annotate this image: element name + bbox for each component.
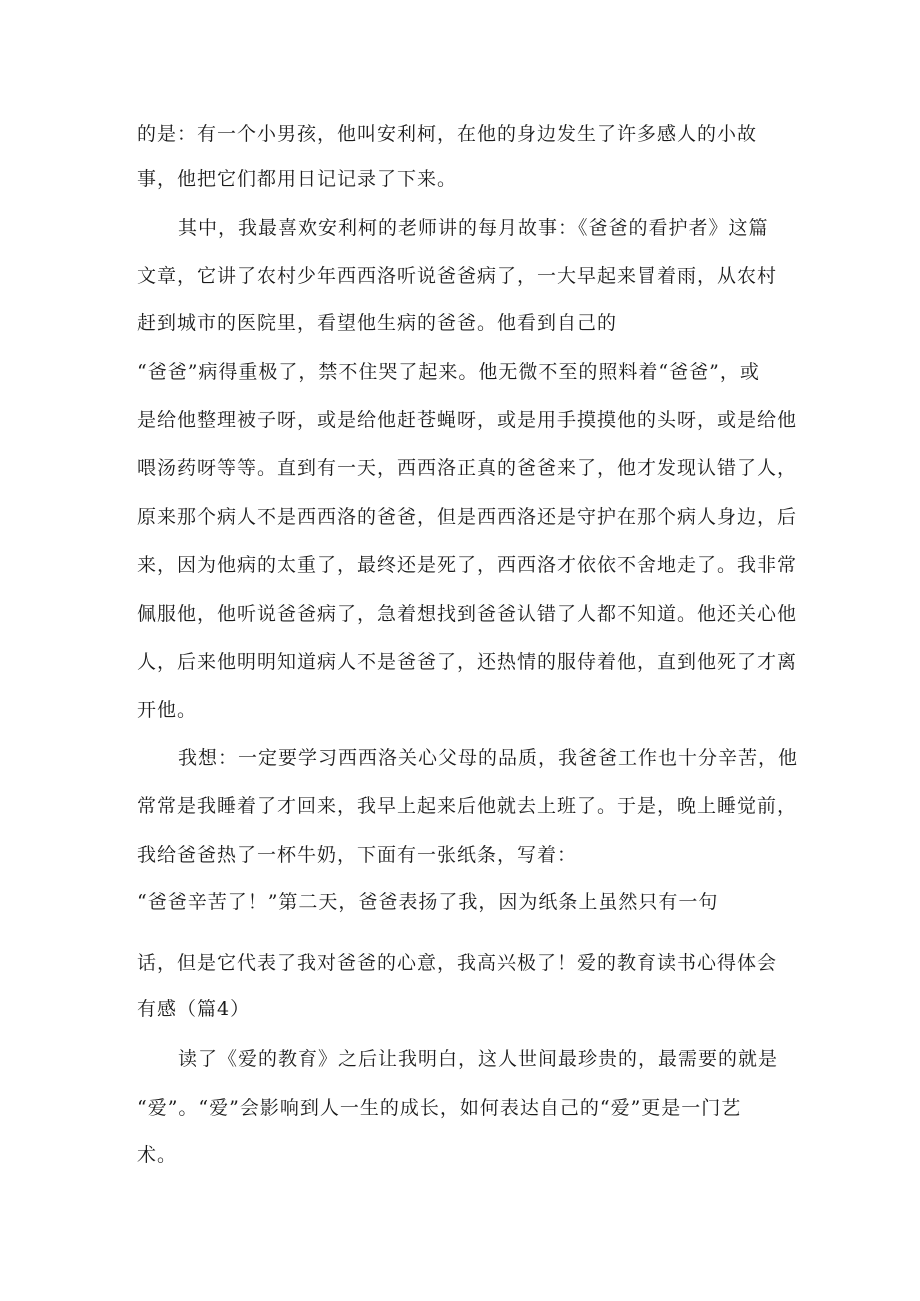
text-line-22: 术。 xyxy=(137,1144,178,1166)
text-line-11: 佩服他，他听说爸爸病了，急着想找到爸爸认错了人都不知道。他还关心他 xyxy=(137,603,798,625)
text-line-12: 人，后来他明明知道病人不是爸爸了，还热情的服侍着他，直到他死了才离 xyxy=(137,651,798,673)
text-line-9: 原来那个病人不是西西洛的爸爸，但是西西洛还是守护在那个病人身边，后 xyxy=(137,506,798,528)
text-line-6: “爸爸”病得重极了，禁不住哭了起来。他无微不至的照料着“爸爸”，或 xyxy=(137,361,760,383)
text-line-5: 赶到城市的医院里，看望他生病的爸爸。他看到自己的 xyxy=(137,312,618,334)
text-line-1: 的是：有一个小男孩，他叫安利柯，在他的身边发生了许多感人的小故 xyxy=(137,123,758,145)
text-line-18: 话，但是它代表了我对爸爸的心意，我高兴极了！爱的教育读书心得体会 xyxy=(137,952,778,974)
text-line-14: 我想：一定要学习西西洛关心父母的品质，我爸爸工作也十分辛苦，他 xyxy=(178,747,799,769)
text-line-2: 事，他把它们都用日记记录了下来。 xyxy=(137,168,458,190)
text-line-10: 来，因为他病的太重了，最终还是死了，西西洛才依依不舍地走了。我非常 xyxy=(137,554,798,576)
text-line-4: 文章，它讲了农村少年西西洛听说爸爸病了，一大早起来冒着雨，从农村 xyxy=(137,265,778,287)
text-line-13: 开他。 xyxy=(137,699,198,721)
text-line-20: 读了《爱的教育》之后让我明白，这人世间最珍贵的，最需要的就是 xyxy=(178,1048,779,1070)
text-line-7: 是给他整理被子呀，或是给他赶苍蝇呀，或是用手摸摸他的头呀，或是给他 xyxy=(137,409,798,431)
text-line-17: “爸爸辛苦了！”第二天，爸爸表扬了我，因为纸条上虽然只有一句 xyxy=(137,891,719,913)
text-line-16: 我给爸爸热了一杯牛奶，下面有一张纸条，写着： xyxy=(137,844,578,866)
text-line-8: 喂汤药呀等等。直到有一天，西西洛正真的爸爸来了，他才发现认错了人， xyxy=(137,457,798,479)
text-line-21: “爱”。“爱”会影响到人一生的成长，如何表达自己的“爱”更是一门艺 xyxy=(137,1097,742,1119)
text-line-3: 其中，我最喜欢安利柯的老师讲的每月故事：《爸爸的看护者》这篇 xyxy=(178,217,769,239)
text-line-19: 有感（篇4） xyxy=(137,998,251,1020)
text-line-15: 常常是我睡着了才回来，我早上起来后他就去上班了。于是，晚上睡觉前， xyxy=(137,795,798,817)
